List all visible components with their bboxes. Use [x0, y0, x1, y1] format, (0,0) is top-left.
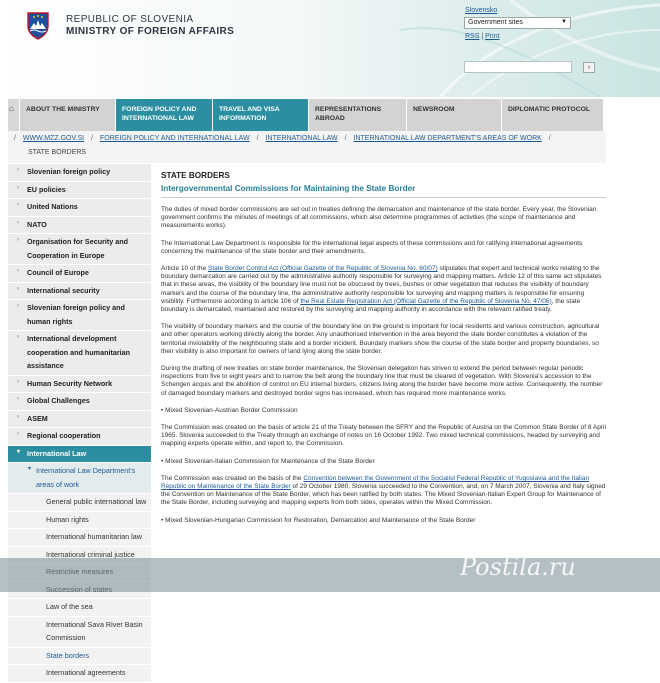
decorative-swirl	[400, 0, 660, 97]
page-title: STATE BORDERS	[161, 171, 230, 180]
heading-hungarian-commission: • Mixed Slovenian-Hungarian Commission for Restoration, Demarcation and Maintenance of the State Border	[161, 516, 476, 524]
sidebar-item-osce[interactable]: › Organisation for Security and Cooperation in Europe	[8, 234, 151, 265]
breadcrumb-row	[14, 135, 556, 142]
main-content	[161, 171, 606, 534]
sidebar-subsub-criminal-justice[interactable]: International criminal justice	[8, 547, 151, 565]
breadcrumb-separator: /	[91, 135, 93, 142]
sidebar-item-eu-policies[interactable]: › EU policies	[8, 182, 151, 200]
sidebar-item-regional-cooperation[interactable]: › Regional cooperation	[8, 428, 151, 446]
paragraph-5: During the drafting of new treaties on state border maintenance, the Slovenian delegation has striven to extend the period between regular periodic inspections from five to eight years and to narrow the belt along the boundary line that must be cleared of vegetation. With Slovenia's accession to the Schengen acquis and the abolition of control on EU internal borders, citizens living along the border have become more active. Consequently, the number of damaged boundary markers and destroyed border signs has increased, which has required more maintenance works.	[161, 365, 603, 397]
watermark-text: Postila.ru	[460, 553, 576, 581]
sidebar-item-development-cooperation[interactable]: › International development cooperation and humanitarian assistance	[8, 331, 151, 376]
search-input[interactable]	[464, 61, 572, 73]
nav-diplomatic-protocol[interactable]: DIPLOMATIC PROTOCOL	[502, 99, 604, 131]
paragraph-7: The Commission was created on the basis of the Convention between the Government of the Socialist Federal Republic of Yugoslavia and the Italian Republic on Maintenance of the State Border of 29 October 1980. Slovenia succeeded to the Convention, and, on 7 March 2007, Slovenia and Italy signed the Convention on Maintenance of the State Border, which has been ratified by both states. The Mixed Slovenian-Italian Expert Group for Maintenance of the State Border, including surveying and mapping experts from both sides, operates within the Mixed Commission.	[161, 474, 606, 507]
ministry-name-line1: REPUBLIC OF SLOVENIA	[66, 14, 194, 25]
convention-link[interactable]: Convention between the Government of the Socialist Federal Republic of Yugoslavia and the Italian Republic on Maintenance of the State Border	[161, 474, 590, 491]
sidebar-item-united-nations[interactable]: › United Nations	[8, 199, 151, 217]
home-icon: ⌂	[9, 104, 14, 113]
heading-austrian-commission: • Mixed Slovenian-Austrian Border Commission	[161, 406, 298, 414]
print-link[interactable]: Print	[485, 33, 500, 40]
sidebar-item-international-law[interactable]: ▾ International Law	[8, 446, 151, 464]
ministry-name-line2: MINISTRY OF FOREIGN AFFAIRS	[66, 26, 235, 37]
breadcrumb-home[interactable]: WWW.MZZ.GOV.SI	[22, 135, 85, 142]
sidebar-subsub-international-agreements[interactable]: International agreements	[8, 665, 151, 683]
breadcrumb-separator: /	[14, 135, 16, 142]
rss-print-links	[465, 33, 500, 40]
chevron-down-icon: ▾	[17, 448, 21, 455]
breadcrumb-foreign-policy[interactable]: FOREIGN POLICY AND INTERNATIONAL LAW	[99, 135, 250, 142]
chevron-right-icon: ›	[17, 378, 19, 385]
paragraph-2: The International Law Department is responsible for the international legal aspects of these commissions and for ratifying international agreements concerning the maintenance of the state border and their amendments.	[161, 239, 583, 255]
breadcrumb-international-law[interactable]: INTERNATIONAL LAW	[265, 135, 338, 142]
sidebar-subsub-general-law[interactable]: General public international law	[8, 494, 151, 512]
sidebar-item-international-security[interactable]: › International security	[8, 283, 151, 301]
chevron-right-icon: ›	[17, 219, 19, 226]
search-button[interactable]	[583, 62, 595, 73]
chevron-right-icon: ›	[17, 167, 19, 173]
link-separator: |	[481, 33, 484, 40]
chevron-right-icon: ›	[17, 334, 19, 340]
paragraph-4: The visibility of boundary markers and the course of the boundary line on the ground is important for local residents and various construction, agricultural and other operators working directly along the border. Any unauthorised intervention in the area beyond the state border constitutes a violation of the territorial inviolability of the neighbouring state and a border incident. Boundary markers show the course of the state border and property boundaries, so their visibility is also important for owners of land lying along the state border.	[161, 323, 600, 355]
government-sites-value: Government sites	[468, 19, 523, 26]
paragraph-6: The Commission was created on the basis of article 21 of the Treaty between the SFRY and the Republic of Austria on the Common State Border of 8 April 1965. Slovenia succeeded to the Treaty through an exchange of notes on 16 October 1992. Two mixed technical commissions, headed by surveying and mapping experts operate within, and report to, the Commission.	[161, 424, 606, 448]
sidebar-subsub-humanitarian-law[interactable]: International humanitarian law	[8, 529, 151, 547]
sidebar-item-council-of-europe[interactable]: › Council of Europe	[8, 265, 151, 283]
chevron-right-icon: ›	[17, 237, 19, 243]
sidebar-item-human-rights[interactable]: › Slovenian foreign policy and human rights	[8, 300, 151, 331]
rss-link[interactable]: RSS	[465, 33, 480, 40]
breadcrumb	[8, 131, 606, 163]
chevron-down-icon: ▾	[28, 466, 32, 472]
sidebar-item-human-security-network[interactable]: › Human Security Network	[8, 376, 151, 394]
site-header	[0, 0, 660, 97]
breadcrumb-separator: /	[256, 135, 259, 142]
sidebar-item-global-challenges[interactable]: › Global Challenges	[8, 393, 151, 411]
breadcrumb-separator: /	[548, 135, 551, 142]
page-subtitle: Intergovernmental Commissions for Maintaining the State Border	[161, 184, 606, 198]
sidebar-item-nato[interactable]: › NATO	[8, 217, 151, 235]
chevron-right-icon: ›	[17, 303, 19, 309]
chevron-right-icon: ›	[17, 413, 19, 420]
sidebar-item-asem[interactable]: › ASEM	[8, 411, 151, 429]
paragraph-3: Article 10 of the State Border Control Act (Official Gazette of the Republic of Slovenia No. 60/07) stipulates that expert and technical works relating to the boundary demarcation are carried out by the administrative authority responsible for surveying and mapping matters. Article 12 of this same act stipulates that in these areas, the visibility of the boundary line must not be obscured by trees, bushes or other vegetation that reduces the visibility of boundary markers and the course of the boundary line, the administrative authority responsible for surveying and mapping matters is responsible for ensuring visibility. Furthermore according to article 106 of the Real Estate Registration Act (Official Gazette of the Republic of Slovenia No. 47/06), the state boundary is demarcated, maintained and restored by the surveying and mapping authority in accordance with the relevant ratified treaty.	[161, 265, 602, 314]
home-button[interactable]	[8, 99, 20, 131]
state-border-control-act-link[interactable]: State Border Control Act (Official Gazette of the Republic of Slovenia No. 60/07)	[207, 265, 438, 273]
slovenia-coat-of-arms-icon	[26, 12, 50, 40]
language-link[interactable]: Slovensko	[465, 7, 498, 14]
heading-italian-commission: • Mixed Slovenian-Italian Commission for Maintenance of the State Border	[161, 457, 375, 465]
chevron-right-icon: ›	[17, 285, 19, 292]
sidebar	[8, 164, 151, 677]
breadcrumb-areas-of-work[interactable]: INTERNATIONAL LAW DEPARTMENT'S AREAS OF WORK	[353, 135, 542, 142]
main-navigation	[8, 99, 604, 131]
arrow-right-icon: ›	[587, 64, 591, 71]
sidebar-subsub-state-borders[interactable]: State borders	[8, 648, 151, 666]
nav-travel-visa[interactable]: TRAVEL AND VISA INFORMATION	[213, 99, 309, 131]
breadcrumb-separator: /	[344, 135, 347, 142]
government-sites-select[interactable]	[464, 17, 571, 29]
nav-representations[interactable]: REPRESENTATIONS ABROAD	[309, 99, 407, 131]
sidebar-subsub-human-rights[interactable]: Human rights	[8, 512, 151, 530]
chevron-right-icon: ›	[17, 396, 19, 402]
chevron-right-icon: ›	[17, 202, 19, 208]
chevron-right-icon: ›	[17, 431, 19, 437]
paragraph-1: The duties of mixed border commissions are set out in treaties defining the demarcation and maintenance of the state border. Every year, the Slovenian government confirms the minutes of meetings of all commissions, which also determine programmes of activities (the scope of maintenance and measurements works).	[161, 206, 597, 230]
sidebar-subsub-sava-commission[interactable]: International Sava River Basin Commission	[8, 617, 151, 648]
breadcrumb-current: STATE BORDERS	[28, 149, 87, 156]
chevron-right-icon: ›	[17, 184, 19, 191]
chevron-down-icon: ▼	[561, 19, 567, 25]
real-estate-registration-act-link[interactable]: the Real Estate Registration Act (Official Gazette of the Republic of Slovenia No. 47/06)	[300, 297, 552, 305]
sidebar-subitem-areas-of-work[interactable]: ▾ International Law Department's areas of work	[8, 463, 151, 494]
chevron-right-icon: ›	[17, 268, 19, 274]
nav-about-ministry[interactable]: ABOUT THE MINISTRY	[20, 99, 116, 131]
sidebar-subsub-law-of-sea[interactable]: Law of the sea	[8, 599, 151, 617]
sidebar-item-foreign-policy[interactable]: › Slovenian foreign policy	[8, 164, 151, 182]
nav-foreign-policy[interactable]: FOREIGN POLICY AND INTERNATIONAL LAW	[116, 99, 213, 131]
nav-newsroom[interactable]: NEWSROOM	[407, 99, 502, 131]
